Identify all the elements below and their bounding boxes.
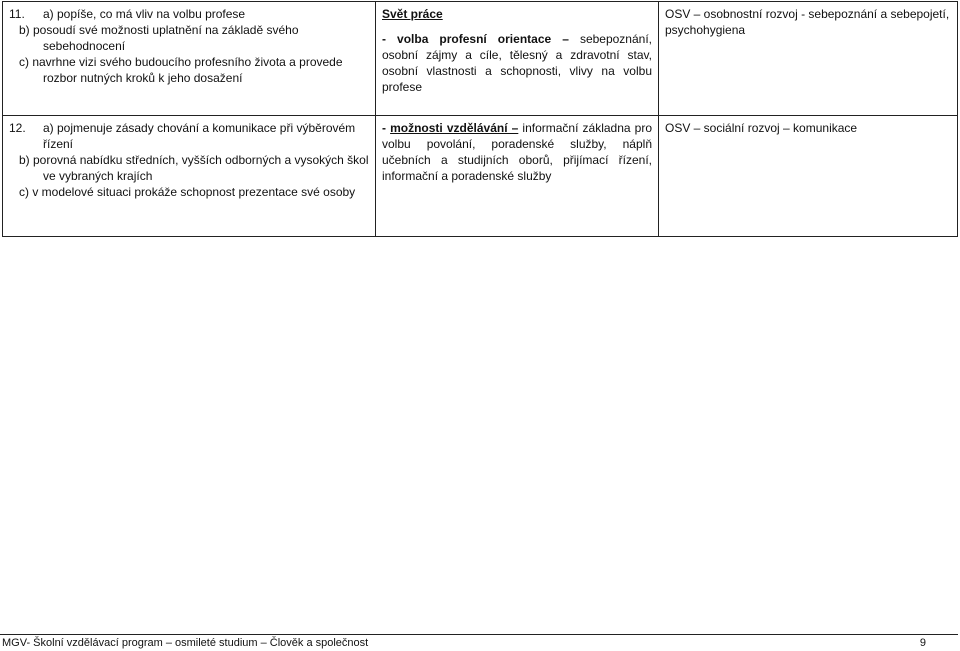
outcome-item [9,22,369,54]
topic-lead: - volba profesní orientace [382,32,552,46]
outcome-text: c) v modelové situaci prokáže schopnost prezentace své osoby [19,185,356,199]
topic-body [382,120,652,184]
cross-topic-text: OSV – sociální rozvoj – komunikace [665,121,858,135]
page-number: 9 [919,637,926,649]
outcomes-cell [3,2,376,116]
topic-lead: - [382,121,391,135]
outcome-item [9,6,369,22]
page-footer [2,636,952,651]
cross-topic-text: OSV – osobnostní rozvoj - sebepoznání a sebepojetí, psychohygiena [665,7,950,37]
outcome-item [9,184,369,200]
cross-topic-cell [659,116,958,237]
table-row [3,2,958,116]
outcomes-cell [3,116,376,237]
outcome-item [9,120,369,152]
outcome-text: b) posoudí své možnosti uplatnění na základě svého sebehodnocení [19,23,299,53]
footer-title: MGV- Školní vzdělávací program – osmileté studium – Člověk a společnost [2,637,369,649]
outcome-item [9,54,369,86]
topic-cell [376,116,659,237]
topic-text: sebepoznání, osobní zájmy a cíle, tělesný a zdravotní stav, osobní vlastnosti a schopnosti, vlivy na volbu profese [382,32,652,94]
footer-divider [0,634,958,635]
outcome-item [9,152,369,184]
outcomes-list [9,120,369,200]
topic-lead-underlined: možnosti vzdělávání – [390,121,519,135]
outcome-text: b) porovná nabídku středních, vyšších odborných a vysokých škol ve vybraných krajích [19,153,369,183]
outcome-text: c) navrhne vizi svého budoucího profesního života a provede rozbor nutných kroků k jeho dosažení [19,55,343,85]
outcome-number: 12. [9,121,26,135]
outcome-text: a) popíše, co má vliv na volbu profese [43,7,246,21]
topic-body [382,31,652,95]
table-row [3,116,958,237]
topic-dash: – [551,32,580,46]
topic-heading: Svět práce [382,7,443,21]
curriculum-table [2,1,958,237]
topic-text: informační základna pro volbu povolání, poradenské služby, náplň učebních a studijních oborů, přijímací řízení, informační a poradenské služby [382,121,652,183]
outcome-number: 11. [9,7,25,21]
cross-topic-cell [659,2,958,116]
topic-cell [376,2,659,116]
outcome-text: a) pojmenuje zásady chování a komunikace při výběrovém řízení [43,121,356,151]
outcomes-list [9,6,369,86]
